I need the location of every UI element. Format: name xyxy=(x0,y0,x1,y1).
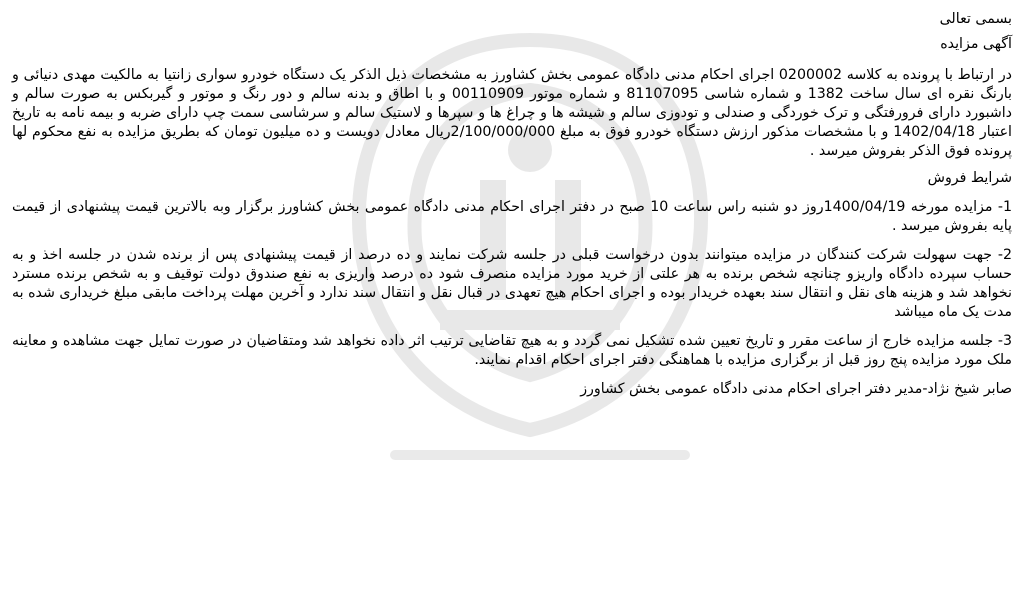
signature-line: صابر شیخ نژاد-مدیر دفتر اجرای احکام مدنی دادگاه عمومی بخش کشاورز xyxy=(580,381,1012,397)
condition-item-2: 2- جهت سهولت شرکت کنندگان در مزایده میتوانند بدون درخواست قبلی در جلسه شرکت نمایند و ده درصد از قیمت پیشنهادی پس از برنده شدن در جلسه اخذ و به حساب سپرده دادگاه واریزو چنانچه شخص برنده به هر علتی از خرید مورد مزایده منصرف شود ده درصد واریزی به نفع صندوق دولت توقیف و به شخص برنده مسترد نخواهد شد و هزینه های نقل و انتقال سند بعهده خریدار بوده و اجرای احکام هیچ تعهدی در قبال نقل و انتقال سند ندارد و آخرین مهلت پرداخت مابقی مبلغ خریداری شده به مدت یک ماه میباشد xyxy=(12,247,1012,320)
condition-item-3: 3- جلسه مزایده خارج از ساعت مقرر و تاریخ تعیین شده تشکیل نمی گردد و به هیچ تقاضایی ترتیب اثر داده نخواهد شد ومتقاضیان در صورت تمایل جهت مشاهده و معاینه ملک مورد مزایده پنج روز قبل از برگزاری مزایده با هماهنگی دفتر اجرای احکام اقدام نمایند. xyxy=(12,333,1012,368)
notice-title: آگهی مزایده xyxy=(940,36,1012,52)
intro-paragraph: در ارتباط با پرونده به کلاسه 0200002 اجرای احکام مدنی دادگاه عمومی بخش کشاورز به مشخصات ذیل الذکر یک دستگاه خودرو سواری زانتیا به مالکیت مهدی دنیائی و بارنگ نقره ای سال ساخت 1382 و شماره شاسی 81107095 و شماره موتور 00110909 و با اطاق و بدنه سالم و دور رنگ و موتور و گیربکس به صورت سالم و داشبورد دارای فرورفتگی و ترک خوردگی و صندلی و تودوزی سالم و شیشه ها و چراغ ها و سپرها و لاستیک سالم و سرشاسی سمت چپ دارای ضربه و بیمه نامه به تاریخ اعتبار 1402/04/18 و با مشخصات مذکور ارزش دستگاه خودرو فوق به مبلغ 2/100/000/000ریال معادل دویست و ده میلیون تومان که بطریق مزایده به نفع محکوم لها پرونده فوق الذکر بفروش میرسد . xyxy=(12,67,1012,159)
notice-document xyxy=(12,10,1012,399)
condition-item-1: 1- مزایده مورخه 1400/04/19روز دو شنبه راس ساعت 10 صبح در دفتر اجرای احکام مدنی دادگاه عمومی بخش کشاورز برگزار وبه بالاترین قیمت پیشنهادی از قیمت پایه بفروش میرسد . xyxy=(12,199,1012,234)
salutation: بسمی تعالی xyxy=(939,11,1012,27)
conditions-title: شرایط فروش xyxy=(927,170,1012,186)
